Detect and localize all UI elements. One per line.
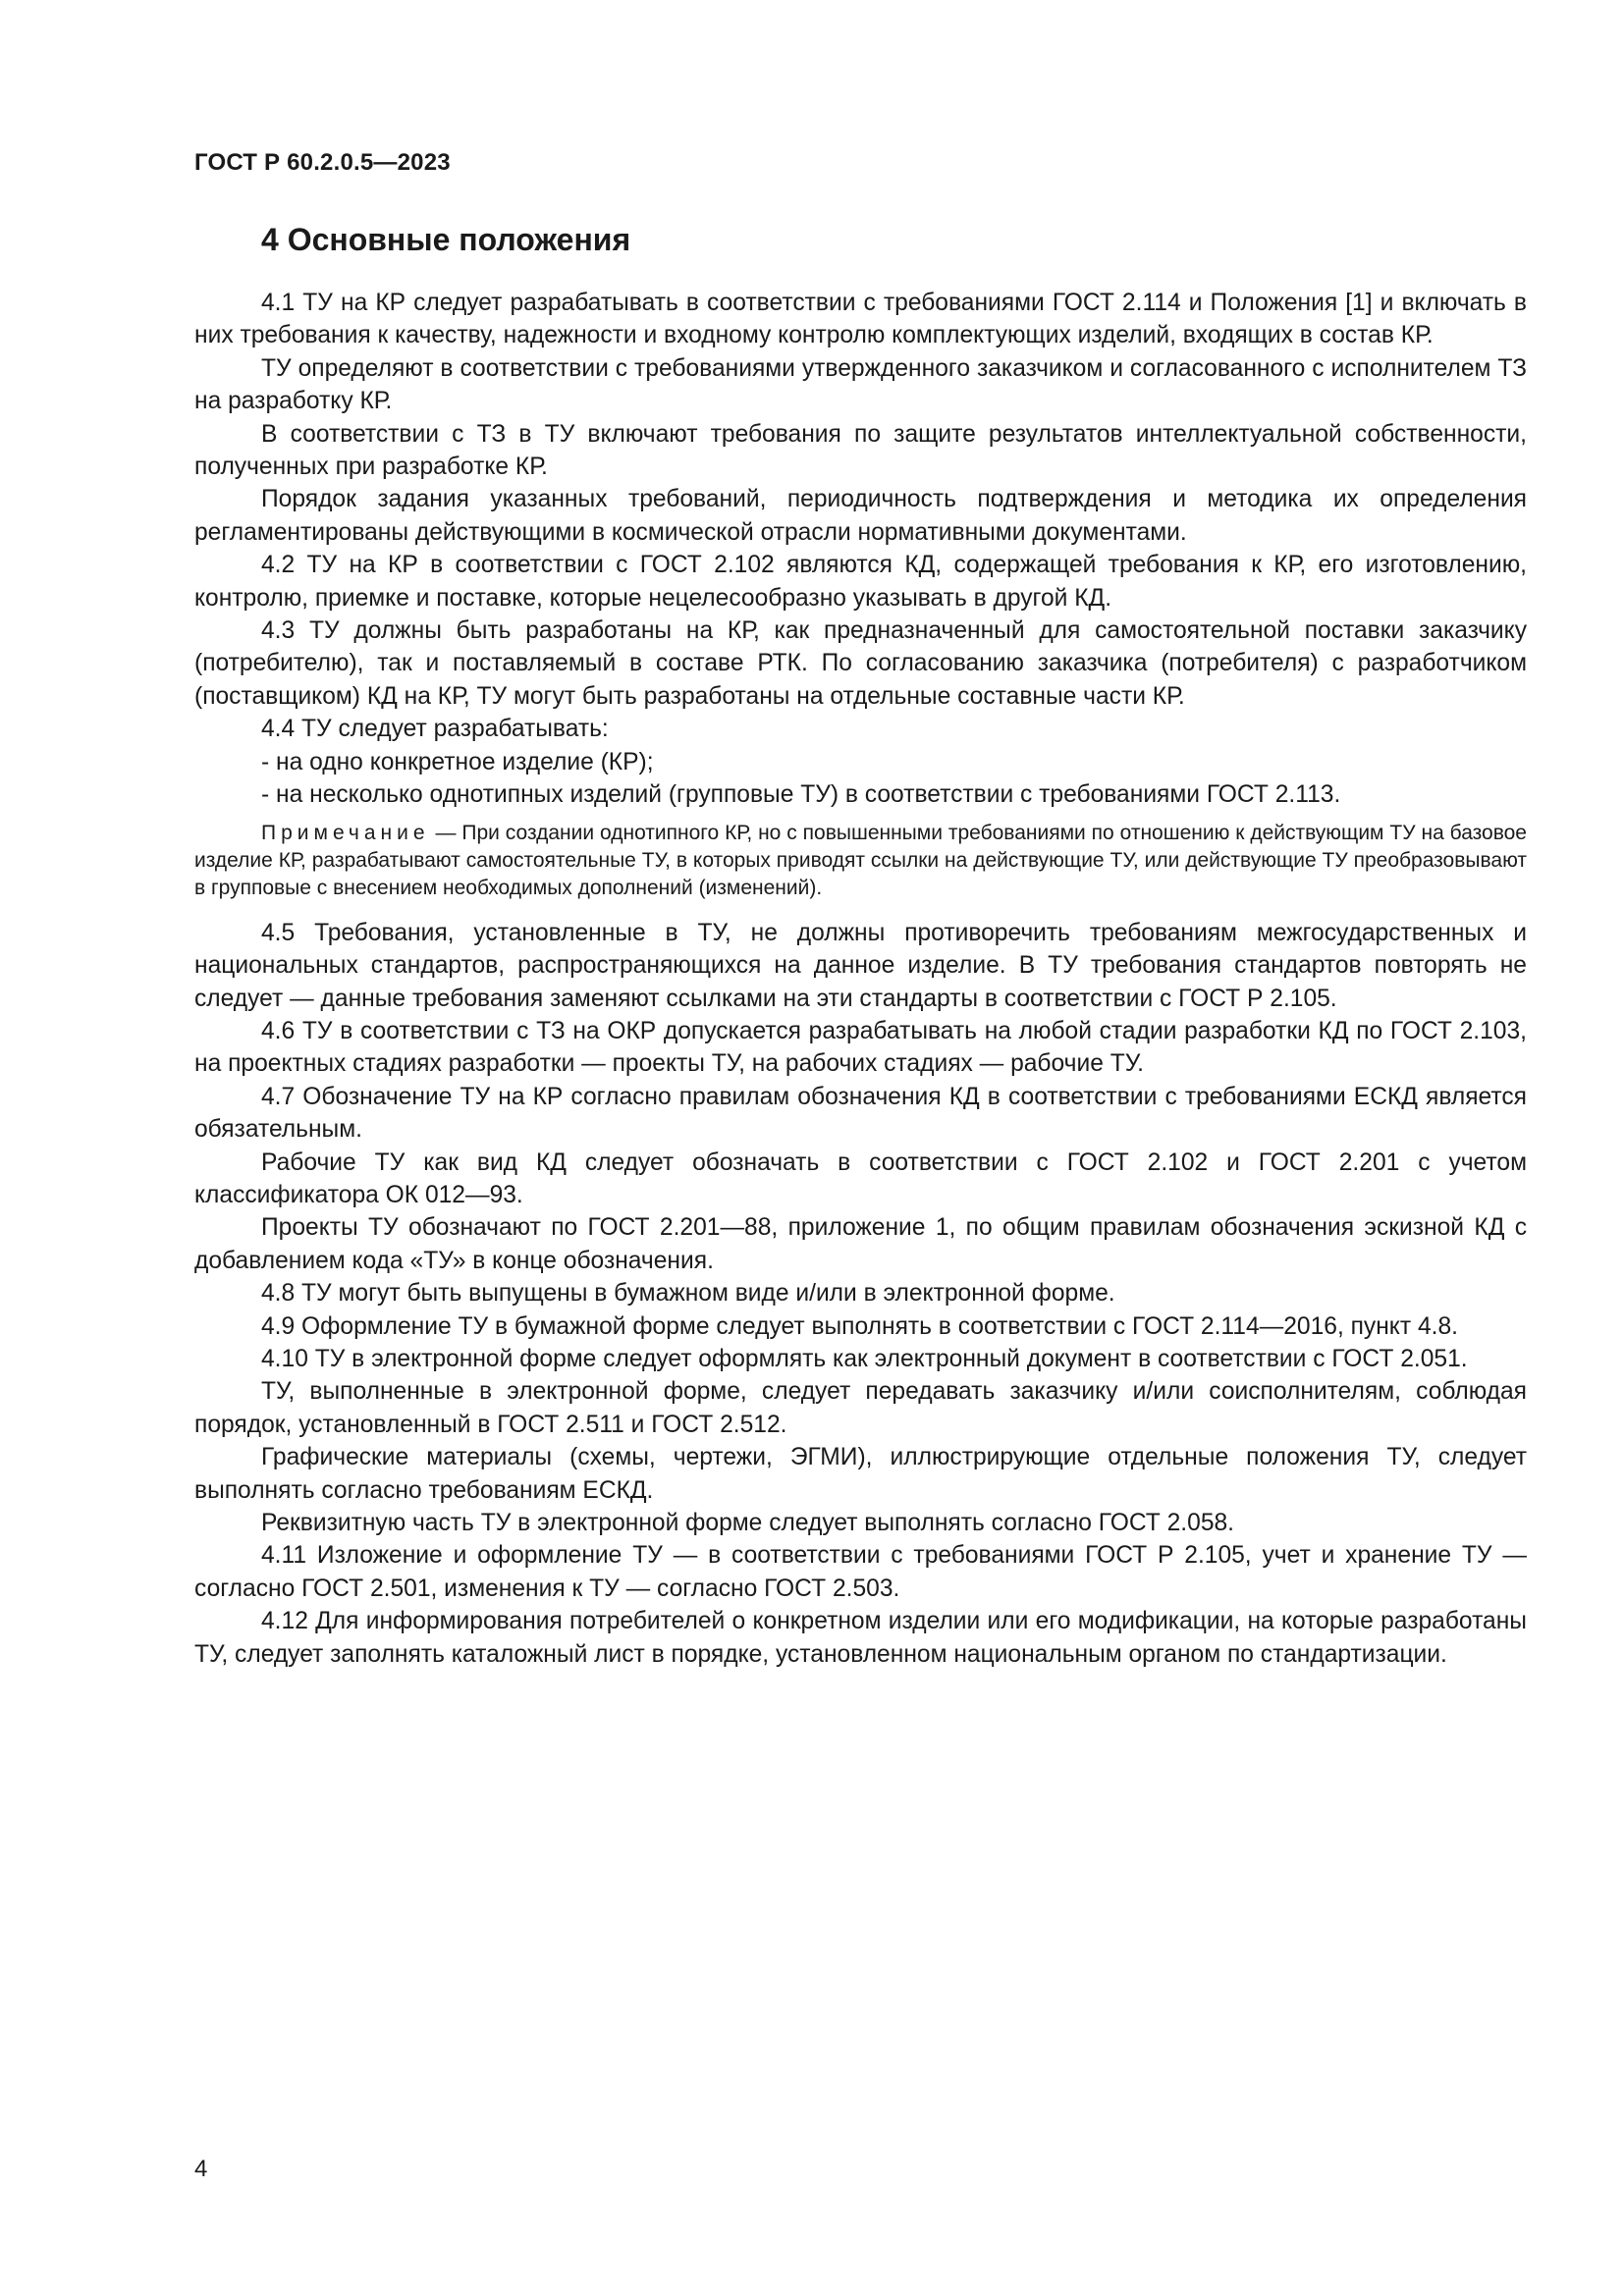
note [194,820,1527,903]
section-title: 4 Основные положения [261,222,631,257]
page-number: 4 [194,2156,208,2182]
paragraph-ip-protection: В соответствии с ТЗ в ТУ включают требования по защите результатов интеллектуальной собственности, полученных при разработке КР. [194,420,1527,481]
paragraph-4-7: 4.7 Обозначение ТУ на КР согласно правилам обозначения КД в соответствии с требованиями ЕСКД является обязательным. [194,1083,1527,1144]
document-body [194,287,1527,1671]
paragraph-4-11: 4.11 Изложение и оформление ТУ — в соответствии с требованиями ГОСТ Р 2.105, учет и хранение ТУ — согласно ГОСТ 2.501, изменения к ТУ — согласно ГОСТ 2.503. [194,1542,1527,1602]
list-item: - на одно конкретное изделие (КР); [261,748,654,775]
paragraph-4-9: 4.9 Оформление ТУ в бумажной форме следует выполнять в соответствии с ГОСТ 2.114—2016, пункт 4.8. [261,1312,1458,1340]
paragraph-draft-tu: Проекты ТУ обозначают по ГОСТ 2.201—88, приложение 1, по общим правилам обозначения эскизной КД с добавлением кода «ТУ» в конце обозначения. [194,1214,1527,1274]
paragraph-4-10: 4.10 ТУ в электронной форме следует оформлять как электронный документ в соответствии с ГОСТ 2.051. [261,1346,1468,1372]
paragraph-4-6: 4.6 ТУ в соответствии с ТЗ на ОКР допускается разрабатывать на любой стадии разработки КД по ГОСТ 2.103, на проектных стадиях разработки — проекты ТУ, на рабочих стадиях — рабочие ТУ. [194,1017,1527,1078]
paragraph-electronic-transfer: ТУ, выполненные в электронной форме, следует передавать заказчику и/или соисполнителям, соблюдая порядок, установленный в ГОСТ 2.511 и ГОСТ 2.512. [194,1378,1527,1438]
paragraph-graphic-materials: Графические материалы (схемы, чертежи, ЭГМИ), иллюстрирующие отдельные положения ТУ, следует выполнять согласно требованиям ЕСКД. [194,1444,1527,1504]
document-code: ГОСТ Р 60.2.0.5—2023 [194,149,451,176]
paragraph-tu-definition: ТУ определяют в соответствии с требованиями утвержденного заказчиком и согласованного с исполнителем ТЗ на разработку КР. [194,354,1527,415]
paragraph-4-12: 4.12 Для информирования потребителей о конкретном изделии или его модификации, на которые разработаны ТУ, следует заполнять каталожный лист в порядке, установленном национальным органом по стандартизации. [194,1608,1527,1668]
paragraph-4-8: 4.8 ТУ могут быть выпущены в бумажном виде и/или в электронной форме. [261,1280,1115,1308]
paragraph-4-3: 4.3 ТУ должны быть разработаны на КР, как предназначенный для самостоятельной поставки заказчику (потребителю), так и поставляемый в составе РТК. По согласованию заказчика (потребителя) с разработчиком (поставщиком) КД на КР, ТУ могут быть разработаны на отдельные составные части КР. [194,617,1527,710]
paragraph-4-2: 4.2 ТУ на КР в соответствии с ГОСТ 2.102 являются КД, содержащей требования к КР, его изготовлению, контролю, приемке и поставке, которые нецелесообразно указывать в другой КД. [194,552,1527,612]
list-item: - на несколько однотипных изделий (групповые ТУ) в соответствии с требованиями ГОСТ 2.113. [261,781,1341,809]
paragraph-4-5: 4.5 Требования, установленные в ТУ, не должны противоречить требованиям межгосударственных и национальных стандартов, распространяющихся на данное изделие. В ТУ требования стандартов повторять не следует — данные требования заменяют ссылками на эти стандарты в соответствии с ГОСТ Р 2.105. [194,919,1527,1012]
note-label: Примечание [261,821,430,844]
paragraph-requisites: Реквизитную часть ТУ в электронной форме следует выполнять согласно ГОСТ 2.058. [261,1510,1235,1537]
paragraph-working-tu: Рабочие ТУ как вид КД следует обозначать в соответствии с ГОСТ 2.102 и ГОСТ 2.201 с учетом классификатора ОК 012—93. [194,1148,1527,1208]
paragraph-4-1: 4.1 ТУ на КР следует разрабатывать в соответствии с требованиями ГОСТ 2.114 и Положения [1] и включать в них требования к качеству, надежности и входному контролю комплектующих изделий, входящих в состав КР. [194,290,1527,349]
paragraph-4-4: 4.4 ТУ следует разрабатывать: [261,716,609,743]
note-text: — При создании однотипного КР, но с повышенными требованиями по отношению к действующим ТУ на базовое изделие КР, разрабатывают самостоятельные ТУ, в которых приводят ссылки на действующие ТУ, или действующие ТУ преобразовывают в групповые с внесением необходимых дополнений (изменений). [194,821,1527,900]
paragraph-requirements-order: Порядок задания указанных требований, периодичность подтверждения и методика их определения регламентированы действующими в космической отрасли нормативными документами. [194,486,1527,546]
